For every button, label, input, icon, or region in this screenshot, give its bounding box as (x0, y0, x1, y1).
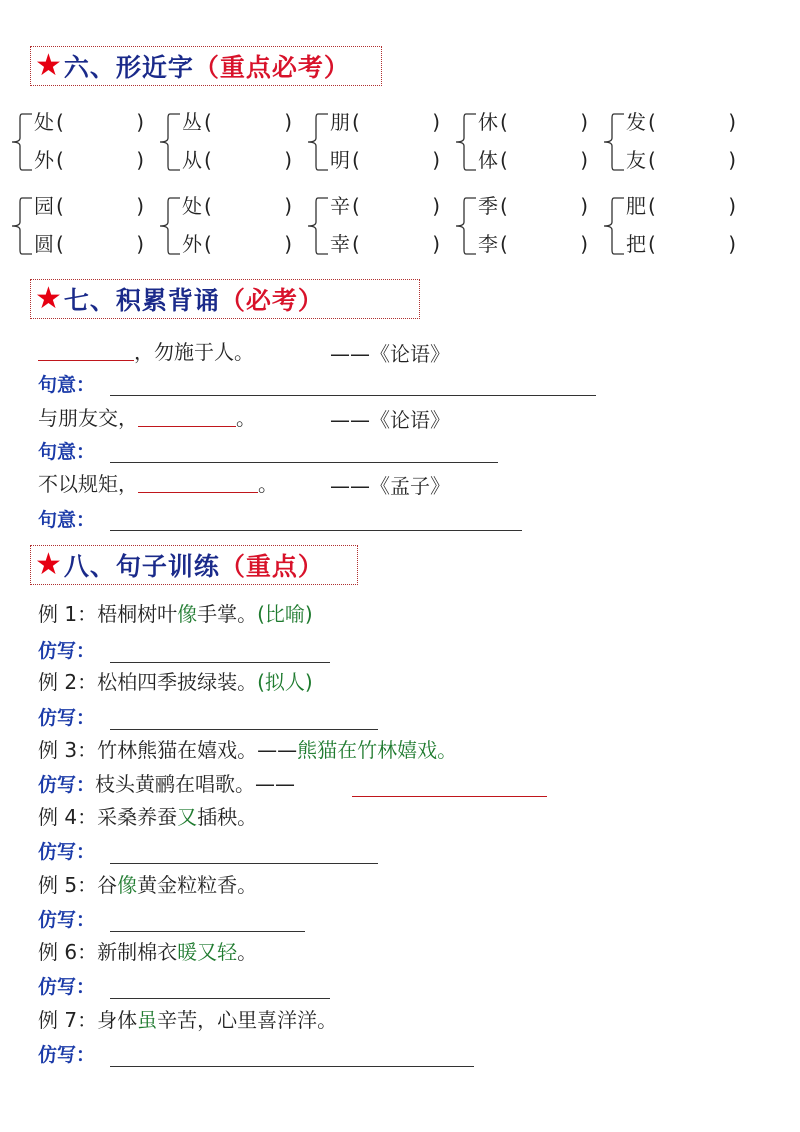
answer-parentheses[interactable] (56, 192, 144, 220)
practice-line-3 (38, 770, 295, 799)
example-text: 黄金粒粒香。 (137, 873, 258, 897)
practice-label: 仿写： (38, 707, 96, 729)
example-sentence-7 (38, 1006, 337, 1034)
answer-parentheses[interactable] (56, 230, 144, 258)
paren-open: ( (500, 232, 508, 256)
paren-open: ( (648, 148, 656, 172)
section-7-title: 七、积累背诵 (63, 286, 220, 315)
source-lunyu-2: ——《论语》 (330, 408, 450, 432)
paren-open: ( (56, 194, 64, 218)
character: 外 (34, 148, 54, 172)
section-6-subtitle: （重点必考） (193, 53, 350, 82)
paren-close: ) (284, 148, 292, 172)
paren-close: ) (136, 232, 144, 256)
paren-close: ) (728, 110, 736, 134)
practice-label: 仿写： (38, 774, 96, 796)
paren-open: ( (352, 148, 360, 172)
paren-open: ( (56, 110, 64, 134)
practice-label: 仿写： (38, 841, 96, 863)
char-row (182, 108, 292, 136)
answer-parentheses[interactable] (56, 108, 144, 136)
brace-icon (452, 112, 478, 172)
brace-icon (8, 196, 34, 256)
fill-blank[interactable] (138, 470, 258, 493)
star-icon: ★ (35, 547, 62, 582)
brace-icon (452, 196, 478, 256)
paren-open: ( (648, 194, 656, 218)
paren-close: ) (284, 194, 292, 218)
paren-open: ( (56, 232, 64, 256)
answer-parentheses[interactable] (648, 108, 736, 136)
example-text: 采桑养蚕 (97, 805, 178, 829)
paren-open: ( (204, 110, 212, 134)
example-label: 例 1： (38, 602, 98, 626)
char-row (34, 192, 144, 220)
char-row (34, 230, 144, 258)
char-row (330, 230, 440, 258)
paren-close: ) (432, 194, 440, 218)
section-7-header (30, 279, 420, 319)
character: 处 (34, 110, 54, 134)
paren-close: ) (432, 148, 440, 172)
section-8-subtitle: （重点） (219, 552, 324, 581)
highlighted-word: 暖又轻 (177, 940, 238, 964)
paren-open: ( (500, 110, 508, 134)
paren-close: ) (728, 194, 736, 218)
paren-open: ( (204, 232, 212, 256)
paren-open: ( (352, 232, 360, 256)
highlighted-word: 像 (117, 873, 138, 897)
char-pair (8, 108, 144, 178)
highlighted-word: 虽 (137, 1008, 158, 1032)
fill-blank[interactable] (138, 404, 236, 427)
practice-label: 仿写： (38, 976, 96, 998)
paren-open: ( (648, 232, 656, 256)
example-text: 谷 (97, 873, 118, 897)
character: 季 (478, 194, 498, 218)
char-pair (304, 108, 440, 178)
char-row (182, 146, 292, 174)
paren-close: ) (432, 110, 440, 134)
meaning-label: 句意： (38, 441, 96, 463)
practice-line-6 (38, 972, 95, 1001)
highlighted-word: 熊猫在竹林嬉戏。 (297, 738, 458, 762)
char-pair (156, 192, 292, 262)
paren-open: ( (56, 148, 64, 172)
paren-close: ) (136, 148, 144, 172)
answer-parentheses[interactable] (500, 108, 588, 136)
char-row (34, 146, 144, 174)
meaning-line-3 (38, 505, 95, 534)
paren-close: ) (432, 232, 440, 256)
paren-open: ( (500, 194, 508, 218)
rhetoric-tag: (比喻) (257, 602, 313, 626)
character: 体 (478, 148, 498, 172)
paren-close: ) (728, 232, 736, 256)
recitation-line-1 (38, 338, 254, 366)
example-label: 例 7： (38, 1008, 98, 1032)
meaning-answer-line[interactable] (110, 395, 596, 396)
paren-open: ( (352, 110, 360, 134)
char-pair (156, 108, 292, 178)
paren-close: ) (580, 110, 588, 134)
character: 发 (626, 110, 646, 134)
practice-label: 仿写： (38, 640, 96, 662)
section-8-title: 八、句子训练 (63, 552, 220, 581)
practice-line-2 (38, 703, 95, 732)
char-pair (452, 108, 588, 178)
character: 朋 (330, 110, 350, 134)
brace-icon (304, 112, 330, 172)
example-label: 例 5： (38, 873, 98, 897)
meaning-answer-line[interactable] (110, 462, 498, 463)
character: 休 (478, 110, 498, 134)
brace-icon (304, 196, 330, 256)
meaning-label: 句意： (38, 374, 96, 396)
character: 友 (626, 148, 646, 172)
answer-parentheses[interactable] (500, 230, 588, 258)
char-row (626, 230, 736, 258)
paren-close: ) (580, 232, 588, 256)
char-row (182, 192, 292, 220)
recitation-text: 不以规矩， (38, 472, 138, 496)
star-icon: ★ (35, 281, 62, 316)
char-row (478, 230, 588, 258)
meaning-label: 句意： (38, 509, 96, 531)
recitation-line-2 (38, 404, 256, 432)
example-text: 梧桐树叶 (97, 602, 178, 626)
recitation-text: ，勿施于人。 (134, 340, 254, 364)
character: 外 (182, 232, 202, 256)
section-7-subtitle: （必考） (219, 286, 324, 315)
answer-parentheses[interactable] (500, 192, 588, 220)
example-text: 。 (237, 940, 258, 964)
practice-answer-line[interactable] (110, 729, 378, 730)
example-text: 松柏四季披绿装。 (97, 670, 258, 694)
example-text: 竹林熊猫在嬉戏。—— (97, 738, 298, 762)
recitation-line-3 (38, 470, 278, 498)
character: 圆 (34, 232, 54, 256)
recitation-text: 与朋友交， (38, 406, 138, 430)
example-sentence-6 (38, 938, 257, 966)
highlighted-word: 又 (177, 805, 198, 829)
answer-parentheses[interactable] (500, 146, 588, 174)
section-6-header (30, 46, 382, 86)
char-pair (8, 192, 144, 262)
character: 幸 (330, 232, 350, 256)
paren-open: ( (204, 148, 212, 172)
practice-line-7 (38, 1040, 95, 1069)
fill-blank[interactable] (38, 338, 134, 361)
answer-parentheses[interactable] (204, 230, 292, 258)
brace-icon (600, 196, 626, 256)
section-6-title: 六、形近字 (63, 53, 194, 82)
char-row (182, 230, 292, 258)
practice-answer-line[interactable] (352, 796, 547, 797)
char-pair (452, 192, 588, 262)
paren-close: ) (284, 110, 292, 134)
char-row (34, 108, 144, 136)
recitation-text: 。 (258, 472, 278, 496)
char-row (478, 192, 588, 220)
example-sentence-3 (38, 736, 457, 764)
example-label: 例 4： (38, 805, 98, 829)
example-text: 身体 (97, 1008, 138, 1032)
answer-parentheses[interactable] (352, 192, 440, 220)
answer-parentheses[interactable] (352, 146, 440, 174)
char-row (330, 108, 440, 136)
character: 明 (330, 148, 350, 172)
answer-parentheses[interactable] (648, 230, 736, 258)
example-sentence-2 (38, 668, 313, 696)
practice-label: 仿写： (38, 909, 96, 931)
paren-open: ( (352, 194, 360, 218)
answer-parentheses[interactable] (648, 146, 736, 174)
character: 李 (478, 232, 498, 256)
example-sentence-5 (38, 871, 257, 899)
character: 处 (182, 194, 202, 218)
practice-answer-line[interactable] (110, 863, 378, 864)
paren-close: ) (284, 232, 292, 256)
answer-parentheses[interactable] (204, 146, 292, 174)
example-text: 手掌。 (197, 602, 258, 626)
brace-icon (600, 112, 626, 172)
char-row (330, 192, 440, 220)
character: 肥 (626, 194, 646, 218)
practice-label: 仿写： (38, 1044, 96, 1066)
example-text: 插秧。 (197, 805, 258, 829)
answer-parentheses[interactable] (56, 146, 144, 174)
practice-line-4 (38, 837, 95, 866)
character: 园 (34, 194, 54, 218)
practice-answer-line[interactable] (110, 931, 305, 932)
char-row (330, 146, 440, 174)
character: 丛 (182, 110, 202, 134)
practice-line-5 (38, 905, 95, 934)
char-row (626, 192, 736, 220)
star-icon: ★ (35, 48, 62, 83)
example-label: 例 2： (38, 670, 98, 694)
char-row (478, 146, 588, 174)
char-row (626, 146, 736, 174)
paren-close: ) (136, 110, 144, 134)
char-row (478, 108, 588, 136)
practice-line-1 (38, 636, 95, 665)
paren-close: ) (136, 194, 144, 218)
answer-parentheses[interactable] (352, 108, 440, 136)
answer-parentheses[interactable] (204, 192, 292, 220)
example-text: 新制棉衣 (97, 940, 178, 964)
practice-answer-line[interactable] (110, 662, 330, 663)
paren-close: ) (580, 194, 588, 218)
source-mengzi: ——《孟子》 (330, 474, 450, 498)
paren-open: ( (648, 110, 656, 134)
brace-icon (156, 112, 182, 172)
recitation-text: 。 (236, 406, 256, 430)
paren-close: ) (580, 148, 588, 172)
example-label: 例 6： (38, 940, 98, 964)
character: 从 (182, 148, 202, 172)
example-sentence-4 (38, 803, 257, 831)
answer-parentheses[interactable] (204, 108, 292, 136)
char-pair (600, 192, 736, 262)
source-lunyu-1: ——《论语》 (330, 342, 450, 366)
highlighted-word: 像 (177, 602, 198, 626)
brace-icon (156, 196, 182, 256)
paren-open: ( (500, 148, 508, 172)
brace-icon (8, 112, 34, 172)
section-8-header (30, 545, 358, 585)
character: 把 (626, 232, 646, 256)
paren-close: ) (728, 148, 736, 172)
meaning-answer-line[interactable] (110, 530, 522, 531)
meaning-line-1 (38, 370, 95, 399)
char-row (626, 108, 736, 136)
practice-answer-line[interactable] (110, 998, 330, 999)
example-sentence-1 (38, 600, 313, 628)
rhetoric-tag: (拟人) (257, 670, 313, 694)
answer-parentheses[interactable] (648, 192, 736, 220)
meaning-line-2 (38, 437, 95, 466)
example-text: 辛苦，心里喜洋洋。 (157, 1008, 338, 1032)
char-pair (304, 192, 440, 262)
paren-open: ( (204, 194, 212, 218)
char-pair (600, 108, 736, 178)
answer-parentheses[interactable] (352, 230, 440, 258)
character: 辛 (330, 194, 350, 218)
practice-answer-line[interactable] (110, 1066, 474, 1067)
example-label: 例 3： (38, 738, 98, 762)
practice-prompt: 枝头黄鹂在唱歌。—— (95, 772, 296, 796)
